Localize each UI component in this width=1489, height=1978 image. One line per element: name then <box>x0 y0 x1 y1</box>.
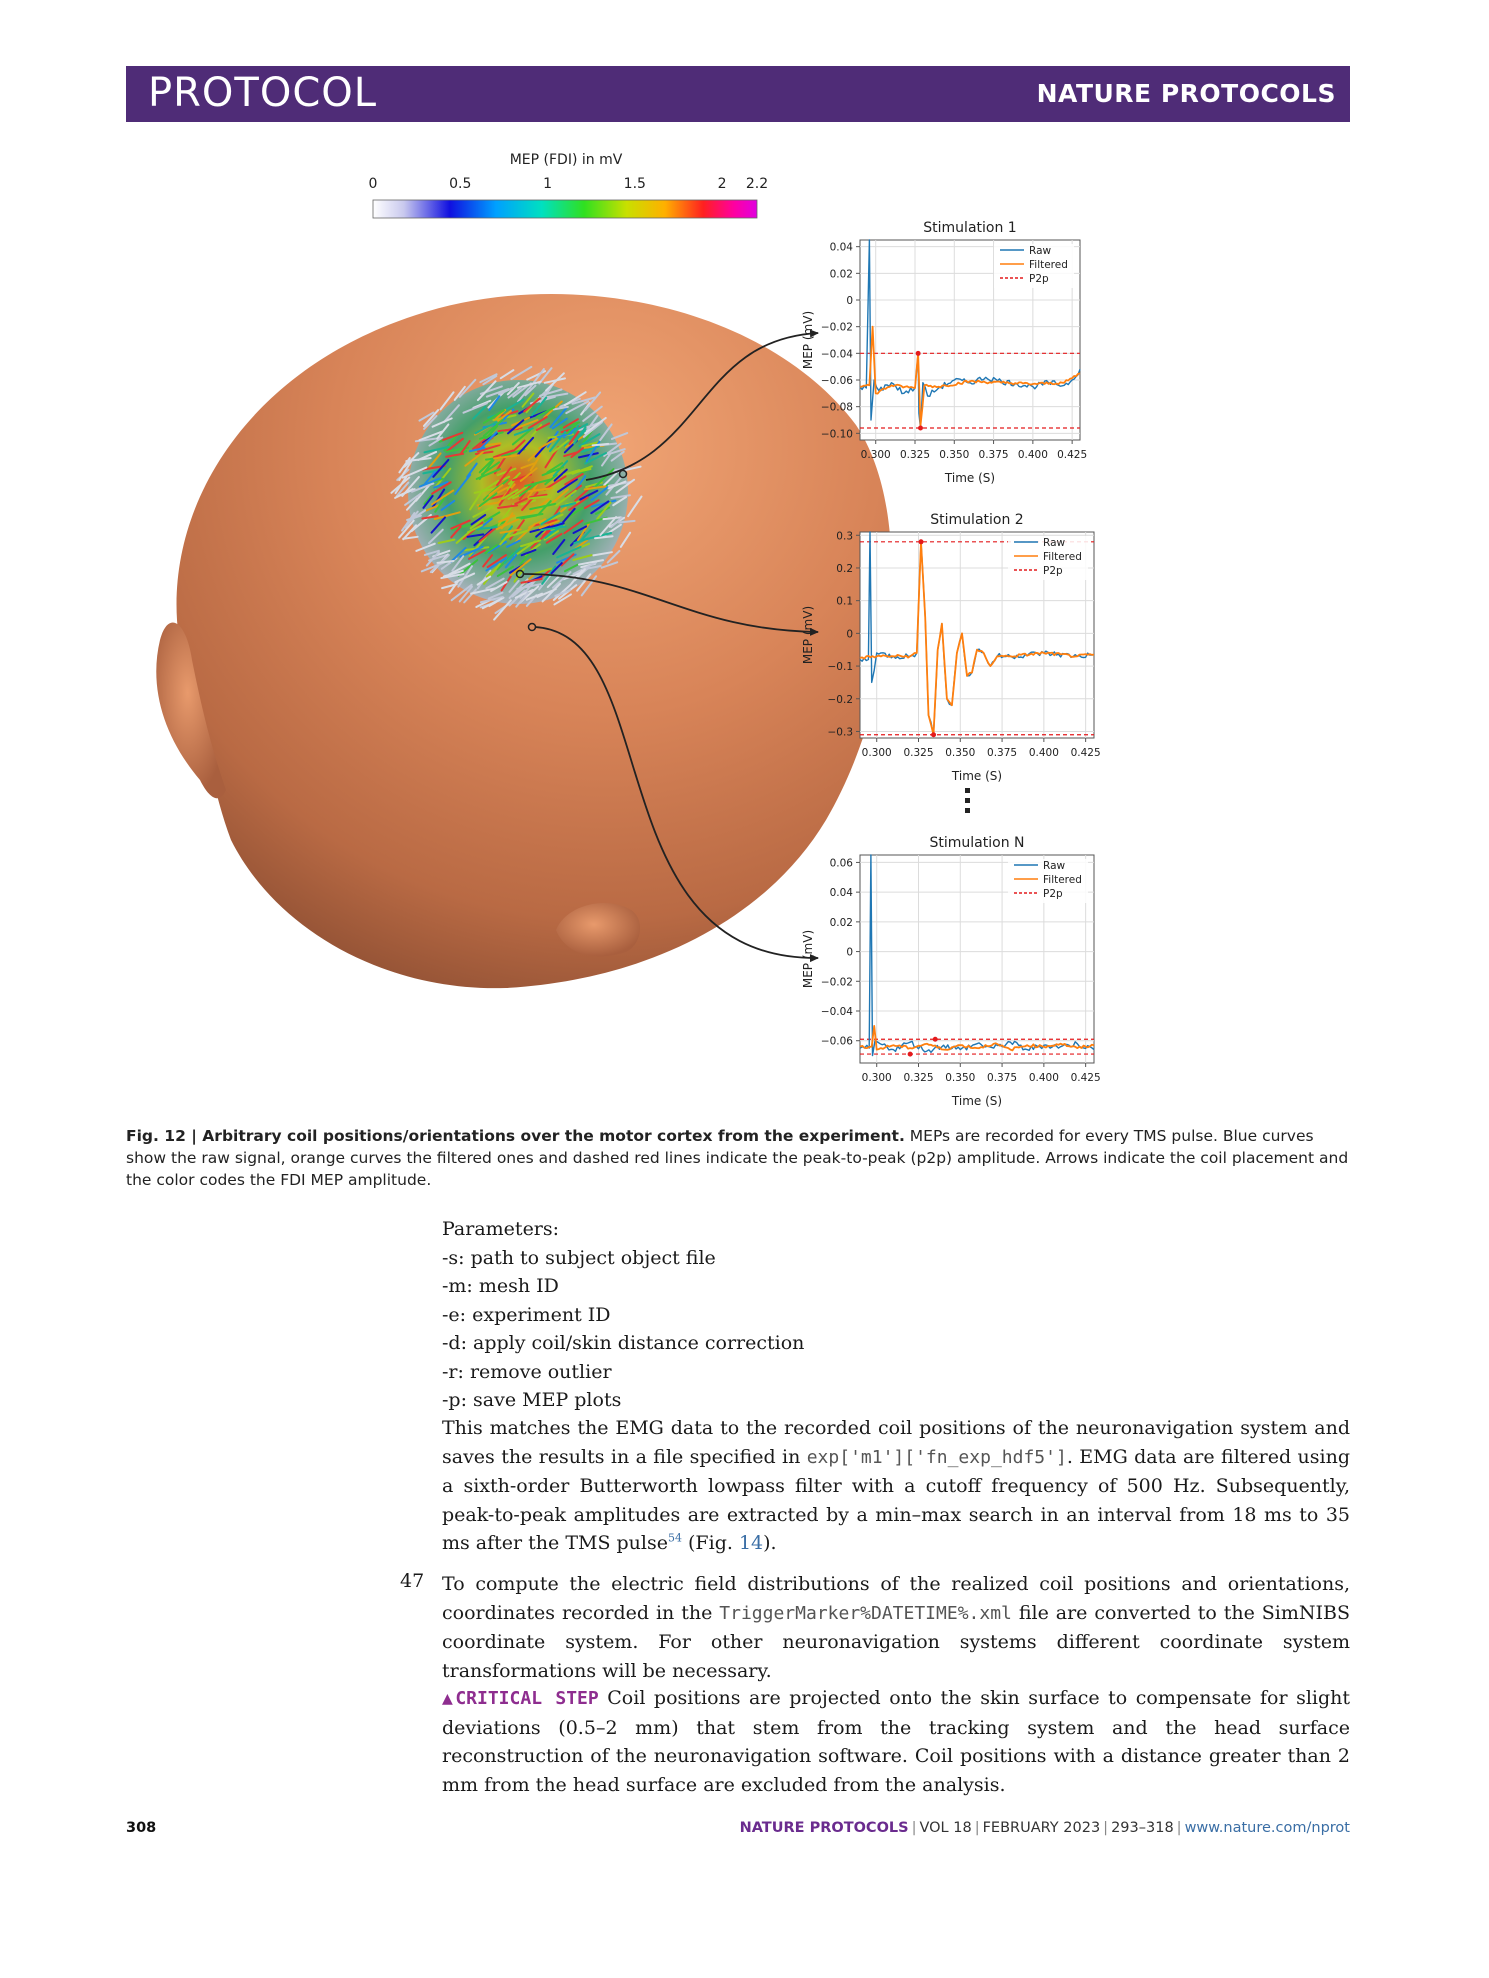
x-tick-label: 0.300 <box>861 1072 892 1084</box>
figure-canvas <box>126 140 1350 1115</box>
legend-label: Raw <box>1043 860 1066 872</box>
para1-text-a: This matches the EMG data to the recorded coil positions of the neuronavigation system and saves the results in a file specified in <box>442 1417 1350 1468</box>
step-number: 47 <box>400 1570 425 1592</box>
colorbar-tick-label: 0.5 <box>449 176 472 192</box>
x-tick-label: 0.425 <box>1057 449 1088 461</box>
footer-citation: NATURE PROTOCOLS | VOL 18 | FEBRUARY 2023 | 293–318 | www.nature.com/nprot <box>739 1820 1350 1836</box>
legend-label: Raw <box>1029 245 1052 257</box>
legend-label: P2p <box>1043 565 1063 577</box>
y-tick-label: −0.02 <box>820 321 853 334</box>
step47-text-b: file are converted to the SimNIBS coordinate system. For other neuronavigation systems different coordinate system transformations will be necessary. <box>442 1601 1350 1682</box>
y-tick-label: 0.02 <box>829 916 853 929</box>
x-axis-label: Time (S) <box>944 471 996 485</box>
legend-label: Filtered <box>1043 874 1082 886</box>
footer-url[interactable]: www.nature.com/nprot <box>1184 1820 1350 1836</box>
y-tick-label: −0.08 <box>820 401 853 414</box>
figure-12 <box>126 140 1350 1115</box>
colorbar <box>369 152 769 218</box>
p2p-max-marker <box>916 351 921 356</box>
x-tick-label: 0.400 <box>1017 449 1048 461</box>
footer-date: FEBRUARY 2023 <box>982 1820 1101 1836</box>
x-tick-label: 0.375 <box>987 1072 1018 1084</box>
colorbar-tick-label: 2 <box>717 176 727 192</box>
code-triggermarker: TriggerMarker%DATETIME%.xml <box>719 1602 1012 1624</box>
colorbar-title: MEP (FDI) in mV <box>509 152 623 168</box>
y-tick-label: −0.06 <box>820 1035 853 1048</box>
more-stimulations-ellipsis <box>965 788 970 813</box>
paragraph-emg-matching <box>442 1414 1350 1558</box>
critical-step-label: ▲CRITICAL STEP <box>442 1688 599 1709</box>
x-tick-label: 0.425 <box>1070 747 1101 759</box>
y-tick-label: 0.04 <box>829 241 853 254</box>
page-number: 308 <box>126 1820 157 1836</box>
legend-label: P2p <box>1043 888 1063 900</box>
footer-pages: 293–318 <box>1111 1820 1174 1836</box>
step47-text-a: To compute the electric field distributions of the realized coil positions and orientations, coordinates recorded in the <box>442 1573 1350 1624</box>
footer-journal: NATURE PROTOCOLS <box>739 1820 909 1836</box>
p2p-max-marker <box>933 1037 938 1042</box>
y-tick-label: −0.2 <box>827 693 853 706</box>
y-tick-label: −0.04 <box>820 348 853 361</box>
x-tick-label: 0.300 <box>860 449 891 461</box>
legend-label: Filtered <box>1043 551 1082 563</box>
parameter-list <box>442 1215 1350 1415</box>
legend-label: Raw <box>1043 537 1066 549</box>
y-tick-label: 0 <box>846 946 853 959</box>
p2p-max-marker <box>919 539 924 544</box>
mep-charts <box>801 220 1101 1108</box>
parameter-line: -p: save MEP plots <box>442 1389 622 1411</box>
y-tick-label: 0 <box>846 628 853 641</box>
page-header <box>126 66 1350 122</box>
legend-label: Filtered <box>1029 259 1068 271</box>
y-axis-label: MEP (mV) <box>801 929 815 989</box>
x-tick-label: 0.350 <box>939 449 970 461</box>
legend-label: P2p <box>1029 273 1049 285</box>
mep-chart-3 <box>801 835 1101 1108</box>
y-tick-label: 0 <box>846 295 853 307</box>
para1-text-c: (Fig. <box>681 1532 739 1554</box>
reference-link[interactable]: 54 <box>667 1531 682 1545</box>
x-tick-label: 0.325 <box>903 747 934 759</box>
x-tick-label: 0.300 <box>861 747 892 759</box>
code-fn-exp-hdf5: exp['m1']['fn_exp_hdf5'] <box>806 1446 1067 1468</box>
y-tick-label: −0.10 <box>820 428 853 441</box>
y-tick-label: 0.02 <box>829 268 853 281</box>
critical-step-text: Coil positions are projected onto the skin surface to compensate for slight deviations (0.5–2 mm) that stem from the tracking system and the head surface reconstruction of the neuronavigation software. Coil positions with a distance greater than 2 mm from the head surface are excluded from the analysis. <box>442 1687 1351 1796</box>
figure-link[interactable]: 14 <box>738 1532 764 1554</box>
para1-text-d: ). <box>763 1532 777 1554</box>
figure-caption <box>126 1125 1350 1191</box>
parameter-line: -m: mesh ID <box>442 1275 559 1297</box>
y-tick-label: 0.06 <box>829 857 853 870</box>
x-tick-label: 0.400 <box>1028 1072 1059 1084</box>
caption-label: Fig. 12 | Arbitrary coil positions/orientations over the motor cortex from the experiment. <box>126 1127 905 1145</box>
x-tick-label: 0.425 <box>1070 1072 1101 1084</box>
caption-text: MEPs are recorded for every TMS pulse. Blue curves show the raw signal, orange curves the filtered ones and dashed red lines indicate the peak-to-peak (p2p) amplitude. Arrows indicate the coil placement and the color codes the FDI MEP amplitude. <box>126 1127 1349 1189</box>
colorbar-tick-label: 1 <box>543 176 553 192</box>
x-tick-label: 0.350 <box>945 1072 976 1084</box>
y-tick-label: 0.3 <box>836 530 853 543</box>
y-tick-label: −0.02 <box>820 976 853 989</box>
journal-name: NATURE PROTOCOLS <box>1036 79 1336 108</box>
chart-title: Stimulation 2 <box>930 512 1024 528</box>
colorbar-tick-label: 1.5 <box>623 176 646 192</box>
y-axis-label: MEP (mV) <box>801 605 815 665</box>
section-label: PROTOCOL <box>148 70 378 116</box>
parameter-line: -e: experiment ID <box>442 1303 611 1326</box>
x-tick-label: 0.375 <box>978 449 1009 461</box>
parameter-line: -d: apply coil/skin distance correction <box>442 1332 805 1354</box>
parameter-line: Parameters: <box>442 1218 560 1240</box>
x-tick-label: 0.400 <box>1028 747 1059 759</box>
x-tick-label: 0.325 <box>899 449 931 461</box>
colorbar-gradient <box>373 200 757 218</box>
x-tick-label: 0.350 <box>945 747 976 759</box>
critical-step <box>442 1684 1350 1799</box>
y-axis-label: MEP (mV) <box>801 310 815 370</box>
x-axis-label: Time (S) <box>951 1094 1003 1108</box>
colorbar-tick-label: 0 <box>368 176 378 192</box>
p2p-min-marker <box>908 1052 913 1057</box>
y-tick-label: 0.2 <box>836 562 853 575</box>
p2p-min-marker <box>931 732 936 737</box>
x-tick-label: 0.375 <box>987 747 1018 759</box>
page-footer <box>126 1820 1350 1846</box>
y-tick-label: 0.1 <box>836 595 853 608</box>
para1-text-b: . EMG data are filtered using a sixth-order Butterworth lowpass filter with a cutoff frequency of 500 Hz. Subsequently, peak-to-peak amplitudes are extracted by a min–max search in an interval from 18 ms to 35 ms after the TMS pulse <box>442 1445 1350 1554</box>
step-47-text <box>442 1570 1350 1685</box>
parameter-line: -s: path to subject object file <box>442 1246 716 1269</box>
x-axis-label: Time (S) <box>951 769 1003 783</box>
parameter-line: -r: remove outlier <box>442 1360 612 1383</box>
colorbar-tick-label: 2.2 <box>745 176 769 192</box>
p2p-min-marker <box>918 426 923 431</box>
y-tick-label: −0.06 <box>820 375 853 387</box>
head-model <box>156 294 891 988</box>
chart-title: Stimulation 1 <box>923 220 1017 236</box>
y-tick-label: −0.3 <box>827 726 853 739</box>
chart-title: Stimulation N <box>929 835 1025 851</box>
y-tick-label: 0.04 <box>829 887 853 900</box>
y-tick-label: −0.1 <box>827 661 853 674</box>
footer-volume: VOL 18 <box>919 1820 972 1836</box>
y-tick-label: −0.04 <box>820 1006 853 1018</box>
x-tick-label: 0.325 <box>903 1072 934 1084</box>
